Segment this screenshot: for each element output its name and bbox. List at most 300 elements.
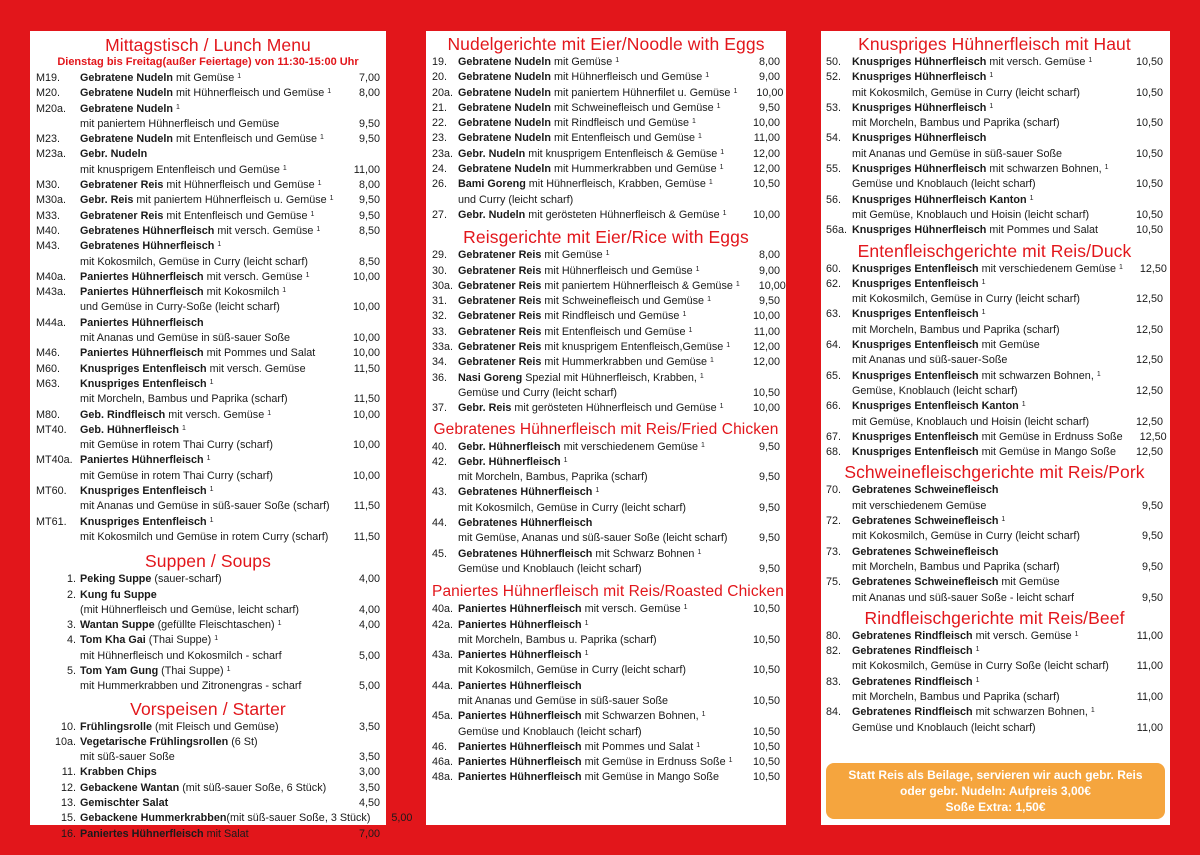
item-name: Gebratenes Hühnerfleisch bbox=[458, 517, 593, 530]
item-description bbox=[458, 193, 734, 208]
item-price: 12,50 bbox=[1135, 293, 1163, 306]
item-number: 48a. bbox=[432, 771, 454, 784]
item-number bbox=[36, 469, 80, 484]
item-price: 11,50 bbox=[353, 393, 380, 406]
item-name: Gebratene Nudeln bbox=[458, 86, 551, 99]
item-detail: mit versch. Gemüse bbox=[203, 270, 303, 283]
item-price: 9,50 bbox=[1141, 499, 1163, 512]
allergen-footnote: 1 bbox=[698, 133, 702, 141]
menu-item bbox=[826, 629, 1163, 644]
menu-item bbox=[432, 193, 780, 208]
item-price: 10,50 bbox=[752, 603, 780, 616]
item-detail: mit knusprigem Entenfleisch und Gemüse bbox=[80, 163, 280, 176]
item-detail: (gefüllte Fleischtaschen) bbox=[154, 619, 275, 632]
allergen-footnote: 1 bbox=[329, 195, 334, 203]
menu-item bbox=[36, 316, 380, 331]
item-description bbox=[852, 575, 1119, 590]
item-number: 13. bbox=[60, 797, 76, 810]
item-name: Tom Kha Gai bbox=[80, 634, 146, 647]
menu-item bbox=[826, 675, 1163, 690]
item-name: Gebr. Nudeln bbox=[458, 208, 526, 221]
item-detail: (Thai Suppe) bbox=[145, 634, 212, 647]
soups-list bbox=[36, 572, 380, 694]
item-number bbox=[826, 529, 852, 544]
item-name: Gebratene Nudeln bbox=[458, 117, 551, 130]
beef-list bbox=[826, 629, 1163, 736]
item-number bbox=[826, 415, 852, 430]
menu-item bbox=[36, 618, 380, 633]
menu-item bbox=[432, 531, 780, 546]
note-line-1: Statt Reis als Beilage, servieren wir auch gebr. Reis bbox=[848, 768, 1143, 782]
item-price: 11,00 bbox=[353, 163, 380, 176]
item-number bbox=[36, 117, 80, 132]
item-description bbox=[80, 377, 338, 392]
item-number bbox=[826, 323, 852, 338]
menu-item bbox=[36, 163, 380, 178]
item-description bbox=[458, 248, 734, 263]
item-description bbox=[80, 239, 338, 254]
item-name: Gebr. Reis bbox=[80, 194, 134, 207]
item-number bbox=[36, 750, 80, 765]
item-name: Knuspriges Entenfleisch bbox=[852, 262, 979, 275]
item-number bbox=[432, 633, 458, 648]
item-description bbox=[458, 440, 734, 455]
item-price bbox=[338, 633, 380, 648]
item-detail: mit Ananas und Gemüse in süß-sauer Soße (scharf) bbox=[80, 500, 330, 513]
item-detail: mit Rindfleisch und Gemüse bbox=[551, 117, 690, 130]
item-name: Wantan Suppe bbox=[80, 619, 155, 632]
item-description bbox=[458, 633, 734, 648]
item-description bbox=[458, 770, 734, 785]
item-number: 46a. bbox=[432, 756, 454, 769]
menu-item bbox=[36, 147, 380, 162]
item-price bbox=[1119, 162, 1163, 177]
item-description bbox=[80, 603, 338, 618]
item-name: Knuspriges Entenfleisch bbox=[852, 369, 979, 382]
item-price: 8,00 bbox=[758, 56, 780, 68]
item-price: 9,00 bbox=[758, 264, 780, 277]
item-name: Paniertes Hühnerfleisch bbox=[458, 679, 582, 692]
menu-item bbox=[432, 547, 780, 562]
item-number: 20. bbox=[432, 71, 448, 84]
item-description bbox=[852, 430, 1123, 445]
item-name: Gebratenes Hühnerfleisch bbox=[80, 224, 215, 237]
item-description bbox=[80, 270, 338, 285]
item-description bbox=[852, 55, 1119, 70]
item-description bbox=[80, 392, 338, 407]
item-name: Paniertes Hühnerfleisch bbox=[80, 270, 204, 283]
menu-item bbox=[432, 162, 780, 177]
allergen-footnote: 1 bbox=[705, 72, 710, 80]
item-number: 63. bbox=[826, 308, 842, 321]
menu-item bbox=[36, 484, 380, 499]
menu-item bbox=[432, 455, 780, 470]
item-number: 1. bbox=[66, 573, 76, 586]
menu-item bbox=[36, 377, 380, 392]
allergen-footnote: 1 bbox=[708, 179, 713, 187]
menu-item bbox=[432, 101, 780, 116]
item-price: 9,50 bbox=[1141, 530, 1163, 543]
item-number: 50. bbox=[826, 56, 842, 68]
menu-item bbox=[826, 369, 1163, 384]
item-name: Gebratener Reis bbox=[458, 356, 542, 369]
item-name: Krabben Chips bbox=[80, 766, 157, 779]
menu-item bbox=[826, 529, 1163, 544]
item-description bbox=[458, 516, 734, 531]
allergen-footnote: 1 bbox=[584, 619, 589, 627]
item-number: 19. bbox=[432, 56, 448, 68]
item-description bbox=[458, 740, 734, 755]
menu-item bbox=[36, 588, 380, 603]
item-detail: mit Gemüse bbox=[541, 249, 603, 262]
side-dish-note bbox=[826, 763, 1165, 819]
item-name: Gebr. Hühnerfleisch bbox=[458, 440, 561, 453]
item-price bbox=[1119, 369, 1163, 384]
item-price bbox=[338, 453, 380, 468]
item-description bbox=[852, 277, 1119, 292]
item-price: 10,50 bbox=[752, 633, 780, 646]
item-detail: mit Gemüse in Mango Soße bbox=[978, 446, 1117, 459]
item-description bbox=[852, 353, 1119, 368]
item-detail: mit Hummerkrabben und Gemüse bbox=[551, 163, 717, 176]
allergen-footnote: 1 bbox=[209, 486, 214, 494]
menu-item bbox=[826, 86, 1163, 101]
item-number: 62. bbox=[826, 277, 842, 290]
item-description bbox=[80, 664, 338, 679]
item-name: Gebackene Wantan bbox=[80, 781, 180, 794]
item-number bbox=[826, 116, 852, 131]
item-price: 8,00 bbox=[358, 87, 380, 100]
item-detail: mit Kokosmilch und Gemüse in rotem Curry (scharf) bbox=[80, 530, 329, 543]
item-name: Gebr. Nudeln bbox=[458, 147, 526, 160]
allergen-footnote: 1 bbox=[214, 635, 219, 643]
allergen-footnote: 1 bbox=[716, 102, 721, 110]
item-detail: mit Gemüse in rotem Thai Curry (scharf) bbox=[80, 439, 273, 452]
item-name: Knuspriges Entenfleisch bbox=[80, 377, 207, 390]
item-price: 8,50 bbox=[358, 224, 380, 237]
menu-item bbox=[432, 294, 780, 309]
item-number bbox=[826, 208, 852, 223]
item-number: 2. bbox=[66, 588, 76, 601]
menu-item bbox=[432, 485, 780, 500]
item-price: 9,50 bbox=[358, 133, 380, 146]
item-price: 10,50 bbox=[1135, 117, 1163, 130]
item-name: Gebr. Hühnerfleisch bbox=[458, 455, 561, 468]
item-price: 11,00 bbox=[1136, 721, 1163, 734]
item-name: Knuspriges Hühnerfleisch bbox=[852, 163, 987, 176]
item-number: 83. bbox=[826, 675, 842, 688]
item-detail: mit Hühnerfleisch und Gemüse bbox=[173, 87, 325, 100]
menu-item bbox=[36, 649, 380, 664]
menu-item bbox=[432, 401, 780, 416]
menu-item bbox=[432, 70, 780, 85]
item-detail: mit Hühnerfleisch und Gemüse bbox=[551, 71, 703, 84]
item-detail: mit Gemüse bbox=[978, 339, 1040, 352]
item-detail: Gemüse und Knoblauch (leicht scharf) bbox=[852, 721, 1036, 734]
item-detail: mit verschiedenem Gemüse bbox=[560, 440, 699, 453]
menu-item bbox=[432, 755, 780, 770]
item-price: 3,50 bbox=[358, 781, 380, 794]
item-number: 55. bbox=[826, 163, 842, 176]
menu-item bbox=[36, 664, 380, 679]
item-name: Vegetarische Frühlingsrollen bbox=[80, 735, 229, 748]
item-description bbox=[458, 531, 734, 546]
item-price: 10,00 bbox=[352, 270, 380, 283]
item-description bbox=[852, 223, 1119, 238]
item-description bbox=[80, 679, 338, 694]
item-description bbox=[852, 193, 1119, 208]
menu-item bbox=[36, 270, 380, 285]
item-number bbox=[36, 438, 80, 453]
item-price bbox=[338, 377, 380, 392]
item-number bbox=[826, 499, 852, 514]
menu-item bbox=[36, 735, 380, 750]
allergen-footnote: 1 bbox=[981, 309, 986, 317]
menu-item bbox=[826, 705, 1163, 720]
item-number: 72. bbox=[826, 515, 842, 528]
item-detail: mit Gemüse in Erdnuss Soße bbox=[978, 430, 1123, 443]
item-name: Knuspriges Hühnerfleisch bbox=[852, 71, 987, 84]
item-number: 29. bbox=[432, 249, 448, 262]
menu-item bbox=[36, 178, 380, 193]
menu-item bbox=[432, 248, 780, 263]
item-price bbox=[338, 239, 380, 254]
item-description bbox=[852, 86, 1119, 101]
item-number: 43. bbox=[432, 486, 448, 499]
item-detail: (sauer-scharf) bbox=[151, 573, 222, 586]
item-name: Gebratener Reis bbox=[458, 249, 542, 262]
menu-item bbox=[36, 453, 380, 468]
menu-panel-middle bbox=[426, 31, 786, 825]
item-detail: mit Hühnerfleisch und Gemüse bbox=[541, 264, 693, 277]
allergen-footnote: 1 bbox=[209, 516, 214, 524]
item-price: 9,00 bbox=[758, 71, 780, 84]
item-name: Paniertes Hühnerfleisch bbox=[458, 771, 582, 784]
item-description bbox=[80, 300, 338, 315]
item-name: Gebratener Reis bbox=[458, 325, 542, 338]
menu-item bbox=[826, 514, 1163, 529]
item-price: 11,50 bbox=[353, 530, 380, 543]
item-price: 8,50 bbox=[358, 255, 380, 268]
menu-item bbox=[36, 720, 380, 735]
item-price: 11,00 bbox=[1136, 690, 1163, 703]
allergen-footnote: 1 bbox=[563, 456, 568, 464]
item-price: 10,00 bbox=[352, 347, 380, 360]
menu-item bbox=[432, 618, 780, 633]
item-price: 10,50 bbox=[752, 386, 780, 399]
item-description bbox=[80, 649, 338, 664]
item-description bbox=[852, 399, 1119, 414]
item-number: 11. bbox=[61, 766, 76, 779]
item-price: 9,50 bbox=[358, 117, 380, 130]
section-title-beef: Rindfleischgerichte mit Reis/Beef bbox=[864, 607, 1125, 628]
item-price: 12,00 bbox=[752, 341, 780, 354]
item-name: Gebratenes Hühnerfleisch bbox=[458, 486, 593, 499]
item-name: Paniertes Hühnerfleisch bbox=[458, 740, 582, 753]
item-number bbox=[36, 603, 80, 618]
item-description bbox=[80, 453, 338, 468]
item-number: 33a. bbox=[432, 341, 454, 354]
item-price: 10,00 bbox=[758, 279, 786, 292]
allergen-footnote: 1 bbox=[305, 271, 310, 279]
item-number: 64. bbox=[826, 339, 842, 352]
item-number bbox=[826, 384, 852, 399]
item-number bbox=[432, 386, 458, 401]
menu-item bbox=[432, 709, 780, 724]
item-detail: mit schwarzen Bohnen, bbox=[978, 369, 1094, 382]
item-detail: mit Ananas und Gemüse in süß-sauer Soße bbox=[458, 694, 669, 707]
item-price bbox=[734, 618, 780, 633]
item-detail: mit Gemüse in Mango Soße bbox=[581, 771, 720, 784]
item-name: Gebratene Nudeln bbox=[80, 87, 173, 100]
menu-item bbox=[826, 55, 1163, 70]
item-price: 3,50 bbox=[358, 751, 380, 764]
menu-item bbox=[36, 603, 380, 618]
item-price bbox=[1119, 70, 1163, 85]
item-detail: mit Schwarz Bohnen bbox=[592, 547, 695, 560]
menu-item bbox=[36, 224, 380, 239]
item-number bbox=[36, 392, 80, 407]
item-price: 9,50 bbox=[758, 471, 780, 484]
item-name: Knuspriges Entenfleisch bbox=[852, 339, 979, 352]
item-number: M43. bbox=[36, 240, 61, 253]
allergen-footnote: 1 bbox=[282, 287, 287, 295]
menu-item bbox=[36, 71, 380, 86]
item-description bbox=[80, 408, 338, 423]
item-price: 12,50 bbox=[1135, 323, 1163, 336]
item-name: Gebratenes Rindfleisch bbox=[852, 629, 973, 642]
item-description bbox=[80, 796, 338, 811]
item-number: 60. bbox=[826, 262, 842, 275]
item-price: 10,00 bbox=[352, 332, 380, 345]
allergen-footnote: 1 bbox=[975, 646, 980, 654]
item-price bbox=[338, 316, 380, 331]
item-description bbox=[458, 562, 734, 577]
item-name: Knuspriges Hühnerfleisch bbox=[852, 224, 987, 237]
menu-item bbox=[432, 501, 780, 516]
item-price bbox=[734, 648, 780, 663]
item-description bbox=[852, 560, 1119, 575]
item-number: 22. bbox=[432, 117, 448, 130]
item-price: 10,50 bbox=[1135, 86, 1163, 99]
item-description bbox=[458, 470, 734, 485]
item-description bbox=[852, 307, 1119, 322]
item-detail: Gemüse und Knoblauch (leicht scharf) bbox=[458, 725, 642, 738]
allergen-footnote: 1 bbox=[226, 665, 231, 673]
item-price bbox=[338, 102, 380, 117]
item-description bbox=[80, 469, 338, 484]
item-detail: mit Morcheln, Bambus und Paprika (scharf) bbox=[852, 560, 1060, 573]
menu-item bbox=[826, 177, 1163, 192]
item-price bbox=[1119, 545, 1163, 560]
item-price: 12,00 bbox=[752, 163, 780, 176]
item-number: M23. bbox=[36, 133, 61, 146]
item-number: 84. bbox=[826, 706, 842, 719]
item-price: 10,00 bbox=[752, 310, 780, 323]
item-number bbox=[36, 300, 80, 315]
item-number: 45. bbox=[432, 547, 448, 560]
allergen-footnote: 1 bbox=[719, 164, 724, 172]
section-title-fried-chicken: Gebratenes Hühnerfleisch mit Reis/Fried Chicken bbox=[433, 420, 779, 438]
item-name: Knuspriges Entenfleisch bbox=[80, 362, 207, 375]
item-price: 12,50 bbox=[1139, 430, 1167, 443]
item-price: 3,50 bbox=[358, 720, 380, 733]
item-price: 10,00 bbox=[352, 301, 380, 314]
item-detail: mit versch. Gemüse bbox=[165, 408, 265, 421]
item-number: M23a. bbox=[36, 148, 67, 161]
item-number: M63. bbox=[36, 377, 61, 390]
menu-item bbox=[36, 300, 380, 315]
item-description bbox=[80, 86, 338, 101]
item-number bbox=[36, 255, 80, 270]
menu-item bbox=[432, 602, 780, 617]
item-number bbox=[826, 147, 852, 162]
item-number: 42a. bbox=[432, 618, 454, 631]
section-title-lunch: Mittagstisch / Lunch Menu bbox=[105, 35, 311, 55]
item-name: Paniertes Hühnerfleisch bbox=[80, 286, 204, 299]
item-number bbox=[432, 193, 458, 208]
item-price: 12,50 bbox=[1135, 446, 1163, 459]
item-description bbox=[458, 485, 734, 500]
item-name: Tom Yam Gung bbox=[80, 664, 159, 677]
item-description bbox=[80, 499, 338, 514]
menu-item bbox=[432, 116, 780, 131]
menu-item bbox=[432, 440, 780, 455]
item-number: M60. bbox=[36, 362, 61, 375]
item-description bbox=[80, 331, 338, 346]
item-description bbox=[458, 325, 734, 340]
item-price bbox=[1119, 575, 1163, 590]
item-detail: (mit süß-sauer Soße, 3 Stück) bbox=[226, 812, 371, 825]
item-description bbox=[458, 86, 737, 101]
allergen-footnote: 1 bbox=[701, 441, 705, 449]
menu-item bbox=[36, 765, 380, 780]
item-number bbox=[36, 679, 80, 694]
item-price bbox=[1119, 338, 1163, 353]
item-number: 5. bbox=[66, 664, 76, 677]
menu-item bbox=[36, 362, 380, 377]
item-detail: mit schwarzen Bohnen, bbox=[972, 706, 1088, 719]
allergen-footnote: 1 bbox=[701, 711, 706, 719]
item-name: Gebratenes Hühnerfleisch bbox=[80, 240, 215, 253]
item-price: 9,50 bbox=[758, 295, 780, 308]
item-number: 40a. bbox=[432, 603, 454, 616]
item-price bbox=[734, 455, 780, 470]
item-detail: Spezial mit Hühnerfleisch, Krabben, bbox=[522, 371, 697, 384]
allergen-footnote: 1 bbox=[989, 72, 994, 80]
item-price: 9,50 bbox=[1141, 560, 1163, 573]
menu-item bbox=[826, 721, 1163, 736]
item-name: Gebratenes Rindfleisch bbox=[852, 706, 973, 719]
item-price: 3,00 bbox=[358, 766, 380, 779]
item-number bbox=[826, 292, 852, 307]
item-detail: mit süß-sauer Soße bbox=[80, 751, 175, 764]
lunch-hours-subtitle: Dienstag bis Freitag(außer Feiertage) von 11:30-15:00 Uhr bbox=[57, 56, 359, 68]
item-detail: mit Hummerkrabben und Zitronengras - scharf bbox=[80, 680, 302, 693]
item-detail: mit Ananas und Gemüse in süß-sauer Soße bbox=[852, 147, 1063, 160]
item-description bbox=[80, 285, 338, 300]
item-detail: mit gerösteten Hühnerfleisch und Gemüse bbox=[511, 402, 717, 415]
menu-item bbox=[826, 223, 1163, 238]
item-name: Peking Suppe bbox=[80, 573, 152, 586]
item-number: 53. bbox=[826, 101, 842, 114]
item-name: Gebratene Nudeln bbox=[458, 56, 551, 68]
item-price: 4,00 bbox=[358, 603, 380, 616]
item-detail: mit Kokosmilch, Gemüse in Curry Soße (leicht scharf) bbox=[852, 660, 1109, 673]
item-detail: mit versch. Gemüse bbox=[972, 629, 1072, 642]
item-description bbox=[80, 720, 338, 735]
roasted-chicken-list bbox=[432, 602, 780, 786]
